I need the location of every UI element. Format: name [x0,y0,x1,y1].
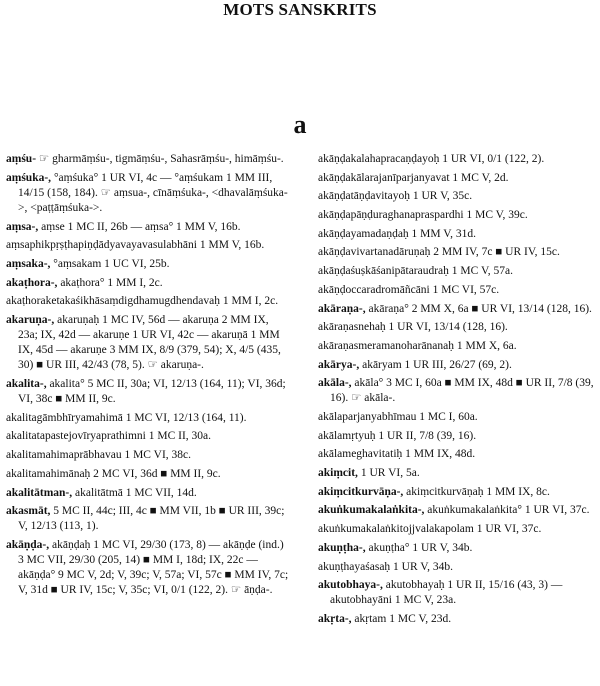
entry-text: akāṇḍakalahapracaṇḍayoḥ 1 UR VI, 0/1 (122, 2). [318,153,545,165]
dictionary-entry [6,276,290,291]
entry-headword: akutobhaya-, [318,579,383,592]
dictionary-entry [318,152,600,167]
dictionary-entry [318,302,600,317]
entry-headword: akiṃcit, [318,467,358,480]
entry-text: akāraṇa° 2 MM X, 6a ■ UR VI, 13/14 (128, 16). [368,302,592,315]
entry-headword: aṃsa-, [6,220,39,233]
entry-headword: akalitātman-, [6,486,73,499]
entry-text: 5 MC II, 44c; III, 4c ■ MM VII, 1b ■ UR III, 39c; V, 12/13 (113, 1). [18,505,285,533]
entry-text: °aṃsakam 1 UC VI, 25b. [53,257,170,270]
dictionary-entry [318,410,600,425]
entry-text: akālameghavitatiḥ 1 MM IX, 48d. [318,448,476,461]
entry-text: akāryam 1 UR III, 26/27 (69, 2). [362,358,512,371]
entry-text: 1 UR VI, 5a. [360,467,420,480]
entry-headword: akuṇṭha-, [318,541,366,554]
dictionary-entry [318,227,600,242]
dictionary-entry [318,264,600,279]
dictionary-entry [318,447,600,462]
entry-headword: akaṭhora-, [6,276,58,289]
entry-text: akalitātmā 1 MC VII, 14d. [75,486,197,499]
entry-text: akāṇḍaśuṣkāśanipātaraudraḥ 1 MC V, 57a. [318,265,514,278]
entry-headword: akṛta-, [318,613,352,625]
entry-text: akutobhayaḥ 1 UR II, 15/16 (43, 3) — akutobhayāni 1 MC V, 23a. [330,579,563,607]
dictionary-entry [318,189,600,204]
entry-text: akāraṇasmeramanoharānanaḥ 1 MM X, 6a. [318,339,517,352]
dictionary-entry [318,466,600,481]
entry-text: akāṇḍapāṇḍuraghanapraspardhi 1 MC V, 39c. [318,209,528,222]
entry-text: akalita° 5 MC II, 30a; VI, 12/13 (164, 11); VI, 36d; VI, 38c ■ MM II, 9c. [18,377,286,406]
entry-text: aṃse 1 MC II, 26b — aṃsa° 1 MM V, 16b. [41,220,241,233]
entry-text: akaruṇaḥ 1 MC IV, 56d — akaruṇa 2 MM IX, 23a; IX, 42d — akaruṇe 1 UR VI, 42c — akaruṇā 1 MM IX, 45d — akaruṇe 3 MM IX, 8/9 (379, 54); X, 4/5 (435, 30) ■ UR III, 42/43 (78, 5). ☞ akaruṇa-. [18,314,281,372]
entry-text: akāṇḍakālarajanīparjanyavat 1 MC V, 2d. [318,171,509,184]
dictionary-entry [6,377,290,407]
dictionary-entry [318,208,600,223]
section-letter: a [293,110,307,139]
dictionary-entry [6,504,290,534]
entry-text: akālaparjanyabhīmau 1 MC I, 60a. [318,411,478,424]
dictionary-entry [318,503,600,518]
dictionary-entry [318,429,600,444]
entry-headword: akasmāt, [6,505,51,518]
dictionary-entry [6,257,290,272]
entry-text: akalitagāmbhīryamahimā 1 MC VI, 12/13 (164, 11). [6,411,247,424]
dictionary-entry [318,578,600,608]
dictionary-entry [318,283,600,298]
dictionary-entry [6,294,290,309]
entry-headword: akārya-, [318,358,360,371]
dictionary-entry [6,429,290,444]
dictionary-entry [6,486,290,501]
dictionary-entry [6,238,290,253]
entry-text: akalitamahimānaḥ 2 MC VI, 36d ■ MM II, 9c. [6,467,221,480]
dictionary-entry [6,538,290,598]
dictionary-entry [6,171,290,216]
entry-text: akuṇṭhayaśasaḥ 1 UR V, 34b. [318,560,454,573]
dictionary-entry [318,339,600,354]
dictionary-entry [318,376,600,406]
entry-text: akuṅkumakalaṅkitojjvalakapolam 1 UR VI, 37c. [318,523,542,536]
entry-text: akāraṇasnehaḥ 1 UR VI, 13/14 (128, 16). [318,321,508,334]
dictionary-entry [318,560,600,575]
entry-headword: aṃśuka-, [6,171,52,184]
entry-text: akāṇḍavivartanadāruṇaḥ 2 MM IV, 7c ■ UR IV, 15c. [318,246,560,259]
dictionary-entry [6,152,290,167]
entry-headword: akāṇḍa-, [6,538,50,551]
entry-headword: aṃśu- [6,153,37,165]
entry-text: akāla° 3 MC I, 60a ■ MM IX, 48d ■ UR II, 7/8 (39, 16). ☞ akāla-. [330,377,594,405]
dictionary-entry [318,171,600,186]
dictionary-entry [6,448,290,463]
entry-text: akaṭhora° 1 MM I, 2c. [60,276,163,289]
entry-text: akṛtam 1 MC V, 23d. [354,613,452,625]
entry-headword: akuṅkumakalaṅkita-, [318,504,425,517]
entry-headword: aṃsaka-, [6,257,51,270]
entry-text: ☞ gharmāṃśu-, tigmāṃśu-, Sahasrāṃśu-, himāṃśu-. [38,153,284,165]
dictionary-entry [318,522,600,537]
entry-text: akāṇḍoccaradromāñcāni 1 MC VI, 57c. [318,283,500,296]
dictionary-entry [6,411,290,426]
entry-text: °aṃśuka° 1 UR VI, 4c — °aṃśukam 1 MM III, 14/15 (158, 184). ☞ aṃsua-, cīnāṃśuka-, <dhavalāṃśuka->, <paṭṭāṃśuka->. [18,171,288,214]
entry-headword: akāla-, [318,377,352,390]
page-header: MOTS SANSKRITS [223,0,377,19]
entry-text: akiṃcitkurvāṇaḥ 1 MM IX, 8c. [406,485,550,498]
dictionary-entry [318,485,600,500]
dictionary-entry [318,612,600,627]
dictionary-entry [6,220,290,235]
entry-headword: akāraṇa-, [318,302,366,315]
entry-text: akuṇṭha° 1 UR V, 34b. [368,541,473,554]
dictionary-entry [318,541,600,556]
entry-text: akāṇḍayamadaṇḍaḥ 1 MM V, 31d. [318,227,476,240]
entry-text: aṃsaphikpṛṣṭhapiṇḍādyavayavasulabhāni 1 MM V, 16b. [6,239,265,252]
dictionary-entry [318,245,600,260]
entry-text: akāṇḍaḥ 1 MC VI, 29/30 (173, 8) — akāṇḍe (ind.) 3 MC VII, 29/30 (205, 14) ■ MM I, 18d; IX, 22c — akāṇḍa° 9 MC V, 2d; V, 39c; V, 57a; VI, 57c ■ MM IV, 7c; V, 31d ■ UR IV, 15c; V, 35c; VI, 0/1 (122, 2). ☞ āṇḍa-. [18,538,289,597]
entry-headword: akiṃcitkurvāṇa-, [318,485,404,498]
entry-text: akāṇḍatāṇḍavitayoḥ 1 UR V, 35c. [318,190,473,203]
entry-headword: akaruṇa-, [6,314,55,326]
entry-headword: akalita-, [6,377,47,390]
right-column [318,152,600,631]
entry-text: akalitatapastejovīryaprathimni 1 MC II, 30a. [6,430,212,443]
entry-text: akaṭhoraketakaśikhāsaṃdigdhamugdhendavaḥ 1 MM I, 2c. [6,295,279,308]
entry-text: akālamṛtyuḥ 1 UR II, 7/8 (39, 16). [318,429,477,442]
dictionary-entry [6,313,290,373]
dictionary-entry [6,467,290,482]
dictionary-entry [318,358,600,373]
entry-text: akalitamahimaprābhavau 1 MC VI, 38c. [6,449,192,462]
dictionary-entry [318,320,600,335]
entry-text: akuṅkumakalaṅkita° 1 UR VI, 37c. [427,504,590,517]
left-column [6,152,290,602]
